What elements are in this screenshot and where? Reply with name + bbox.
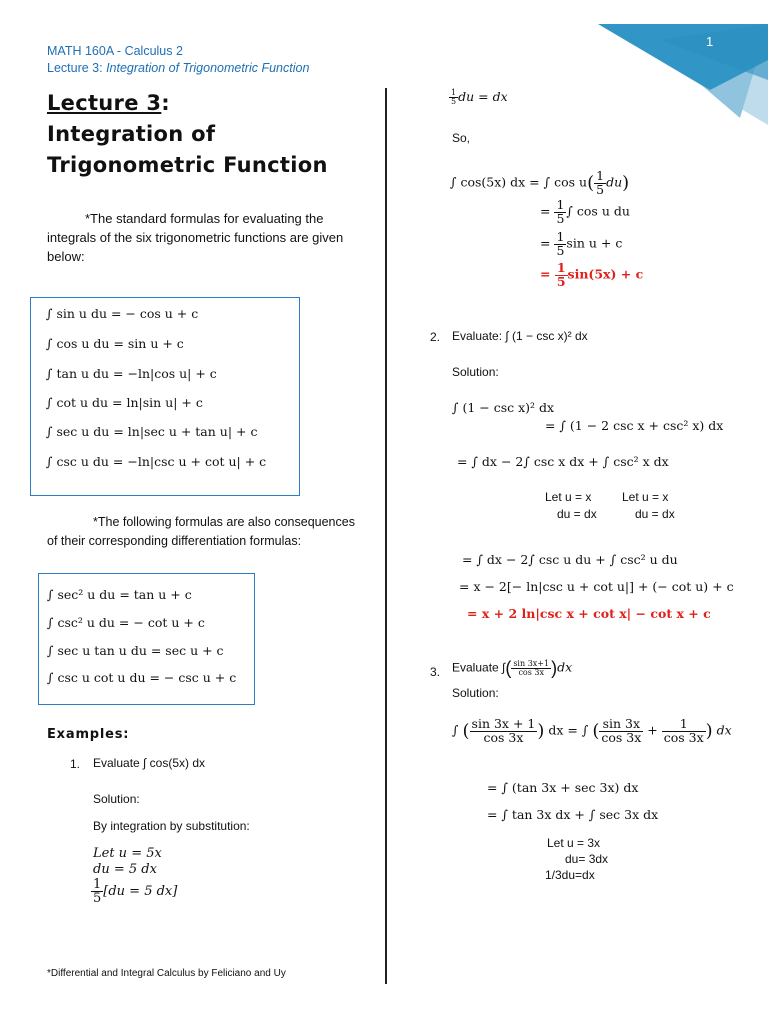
- ex3-line1: ∫ ( $\frac{\sin 3x + 1}{\cos 3x}$ ) dx = ∫ ( $\frac{\sin 3x}{\cos 3x}$ + $\frac{1}{\cos 3x}$ ) dx: [452, 716, 732, 745]
- page-number: 1: [706, 34, 714, 49]
- formula-csc2: ∫ csc² u du = − cot u + c: [47, 615, 205, 630]
- ex1-ans-den: 5: [556, 273, 566, 289]
- ex3-ev-den: cos 3x: [518, 668, 544, 677]
- ex3-l1-mid: dx = ∫: [548, 722, 589, 738]
- ex1-step1-num: 1: [596, 168, 605, 183]
- ex1-step2-eq: =: [540, 203, 551, 219]
- ex2-let2a: Let u = x: [622, 490, 669, 504]
- ex1-so: So,: [452, 131, 471, 145]
- ex3-let-u: Let u = 3x: [547, 836, 601, 850]
- title-line3: Trigonometric Function: [47, 153, 328, 177]
- ex3-number: 3.: [430, 665, 441, 679]
- ex2-let2b: du = dx: [635, 507, 675, 521]
- ex1-step2: [540, 199, 630, 225]
- ex1-step3-den: 5: [556, 242, 565, 258]
- ex1-ans-rest: sin(5x) + c: [567, 266, 644, 282]
- ex1-method: By integration by substitution:: [93, 819, 250, 833]
- ex1-du: du = 5 dx: [93, 862, 157, 877]
- ex3-l1-den2: cos 3x: [601, 729, 642, 745]
- ex3-l1-den3: cos 3x: [663, 729, 704, 745]
- ex3-ev-dx: dx: [557, 659, 573, 675]
- ex3-l1-num2: sin 3x: [599, 718, 643, 732]
- ex1-step1-left: ∫ cos(5x) dx = ∫ cos u: [450, 174, 588, 190]
- ex1-number: 1.: [70, 757, 81, 771]
- ex1-step1-den: 5: [596, 181, 605, 197]
- ex3-line2: = ∫ (tan 3x + sec 3x) dx: [487, 780, 639, 795]
- course-header: MATH 160A - Calculus 2: [47, 44, 183, 58]
- title-line2: Integration of: [47, 122, 216, 146]
- ex1-step3-eq: =: [540, 235, 551, 251]
- ex2-line1: ∫ (1 − csc x)² dx: [452, 400, 555, 415]
- ex3-l1-num: sin 3x + 1: [471, 716, 536, 731]
- ex3-evaluate: Evaluate ∫( $\frac{\sin 3x+1}{\cos 3x}$ )dx: [452, 658, 573, 678]
- examples-heading: Examples:: [47, 727, 130, 742]
- ex2-let1a: Let u = x: [545, 490, 592, 504]
- ex1-ans-eq: =: [540, 266, 551, 282]
- ex1-top-line: [449, 89, 508, 106]
- ex1-step2-num: 1: [556, 197, 565, 212]
- ex1-frac-den: 5: [93, 891, 102, 906]
- ex3-l1-plus: +: [647, 722, 658, 738]
- ex3-l1-num3: 1: [662, 718, 706, 732]
- ex2-line5: = x − 2[− ln|csc u + cot u|] + (− cot u) + c: [459, 579, 734, 594]
- formula-cot: ∫ cot u du = ln|sin u| + c: [46, 395, 203, 410]
- column-divider: [385, 88, 387, 984]
- ex1-bracket: [du = 5 dx]: [103, 884, 178, 899]
- ex3-solution-label: Solution:: [452, 686, 499, 700]
- ex1-solution-label: Solution:: [93, 792, 140, 806]
- formula-cos: ∫ cos u du = sin u + c: [46, 336, 184, 351]
- ex1-let-u: Let u = 5x: [93, 846, 162, 861]
- ex1-evaluate: Evaluate ∫ cos(5x) dx: [93, 756, 206, 770]
- lecture-header-prefix: Lecture 3:: [47, 61, 107, 75]
- ex1-step1: ∫ cos(5x) dx = ∫ cos u( $\frac{1}{5}$ du): [450, 168, 630, 197]
- title-lecture: Lecture 3: [47, 91, 162, 115]
- ex3-third: 1/3du=dx: [545, 868, 595, 882]
- ex2-evaluate: Evaluate: ∫ (1 − csc x)² dx: [452, 329, 588, 343]
- ex2-line3: = ∫ dx − 2∫ csc x dx + ∫ csc² x dx: [457, 454, 669, 469]
- ex2-solution-label: Solution:: [452, 365, 499, 379]
- lecture-header: [47, 60, 309, 77]
- ex2-number: 2.: [430, 330, 441, 344]
- intro-following: *The following formulas are also consequences of their corresponding differentiation formulas:: [47, 515, 355, 548]
- ex1-fraction-step: [91, 878, 177, 905]
- lecture-header-topic: Integration of Trigonometric Function: [106, 61, 310, 75]
- page-title: [47, 88, 328, 181]
- formula-sin: ∫ sin u du = − cos u + c: [46, 306, 199, 321]
- ex2-line4: = ∫ dx − 2∫ csc u du + ∫ csc² u du: [462, 552, 678, 567]
- footer-reference: *Differential and Integral Calculus by Feliciano and Uy: [47, 968, 286, 979]
- ex1-step1-du: du: [606, 174, 623, 190]
- title-colon: :: [161, 91, 170, 115]
- ex2-let1b: du = dx: [557, 507, 597, 521]
- ex1-step2-den: 5: [556, 210, 565, 226]
- ex3-l1-dx: dx: [716, 722, 732, 738]
- ex1-top-rest: du = dx: [458, 89, 508, 104]
- ex1-step3-rest: sin u + c: [566, 235, 623, 251]
- formula-sec: ∫ sec u du = ln|sec u + tan u| + c: [46, 424, 258, 439]
- corner-decoration: [590, 0, 768, 125]
- ex1-frac-num: 1: [93, 877, 102, 892]
- ex3-ev-num: sin 3x+1: [513, 659, 550, 668]
- formula-sec2: ∫ sec² u du = tan u + c: [47, 587, 192, 602]
- formula-csccot: ∫ csc u cot u du = − csc u + c: [47, 670, 237, 685]
- ex1-step3: [540, 231, 622, 257]
- ex3-l1-int: ∫: [452, 722, 459, 738]
- ex1-ans-num: 1: [556, 260, 566, 275]
- ex1-answer: [540, 262, 643, 288]
- formula-tan: ∫ tan u du = −ln|cos u| + c: [46, 366, 217, 381]
- ex1-step2-rest: ∫ cos u du: [566, 203, 630, 219]
- ex3-evaluate-text: Evaluate ∫: [452, 660, 506, 675]
- ex1-top-num: 1: [451, 88, 457, 97]
- ex3-l1-den: cos 3x: [483, 729, 524, 745]
- ex2-line2: = ∫ (1 − 2 csc x + csc² x) dx: [545, 418, 724, 433]
- formula-sectan: ∫ sec u tan u du = sec u + c: [47, 643, 224, 658]
- formula-csc: ∫ csc u du = −ln|csc u + cot u| + c: [46, 454, 267, 469]
- ex3-du: du= 3dx: [565, 852, 609, 866]
- ex3-line3: = ∫ tan 3x dx + ∫ sec 3x dx: [487, 807, 659, 822]
- ex2-answer: = x + 2 ln|csc x + cot x| − cot x + c: [467, 606, 711, 621]
- ex1-top-den: 5: [451, 97, 457, 106]
- ex1-step3-num: 1: [556, 229, 565, 244]
- intro-standard: *The standard formulas for evaluating the integrals of the six trigonometric functions are given below:: [47, 211, 344, 264]
